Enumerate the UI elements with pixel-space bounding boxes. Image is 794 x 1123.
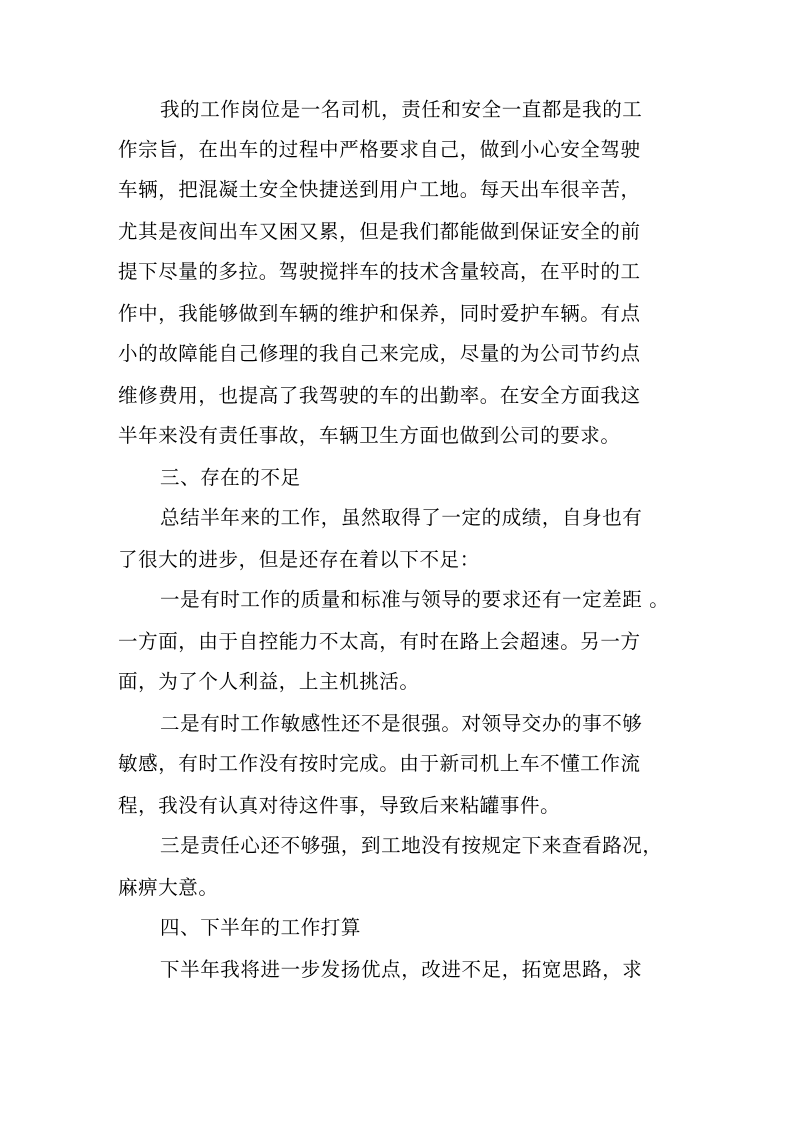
text-line: 总结半年来的工作，虽然取得了一定的成绩，自身也有	[160, 506, 643, 529]
text-line: 下半年我将进一步发扬优点，改进不足，拓宽思路，求	[160, 958, 643, 981]
text-line: 车辆，把混凝土安全快捷送到用户工地。每天出车很辛苦，	[118, 178, 641, 201]
text-line: 程，我没有认真对待这件事，导致后来粘罐事件。	[118, 794, 561, 817]
text-line: 尤其是夜间出车又困又累，但是我们都能做到保证安全的前	[118, 220, 641, 243]
text-line: 作宗旨，在出车的过程中严格要求自己，做到小心安全驾驶	[118, 138, 641, 161]
text-line: 作中，我能够做到车辆的维护和保养，同时爱护车辆。有点	[118, 302, 641, 325]
text-line: 了很大的进步，但是还存在着以下不足：	[118, 548, 480, 571]
text-line: 一是有时工作的质量和标准与领导的要求还有一定差距 。	[160, 588, 670, 611]
text-line: 三是责任心还不够强，到工地没有按规定下来查看路况，	[160, 834, 663, 857]
text-line: 一方面，由于自控能力不太高，有时在路上会超速。另一方	[118, 630, 641, 653]
text-line: 面，为了个人利益，上主机挑活。	[118, 670, 420, 693]
text-line: 半年来没有责任事故，车辆卫生方面也做到公司的要求。	[118, 424, 621, 447]
text-line: 二是有时工作敏感性还不是很强。对领导交办的事不够	[160, 712, 643, 735]
text-line: 敏感，有时工作没有按时完成。由于新司机上车不懂工作流	[118, 752, 641, 775]
text-line: 我的工作岗位是一名司机，责任和安全一直都是我的工	[160, 98, 643, 121]
section-heading: 四、下半年的工作打算	[160, 916, 362, 939]
text-line: 小的故障能自己修理的我自己来完成，尽量的为公司节约点	[118, 342, 641, 365]
text-line: 提下尽量的多拉。驾驶搅拌车的技术含量较高，在平时的工	[118, 260, 641, 283]
section-heading: 三、存在的不足	[160, 466, 301, 489]
text-line: 麻痹大意。	[118, 876, 219, 899]
text-line: 维修费用，也提高了我驾驶的车的出勤率。在安全方面我这	[118, 384, 641, 407]
